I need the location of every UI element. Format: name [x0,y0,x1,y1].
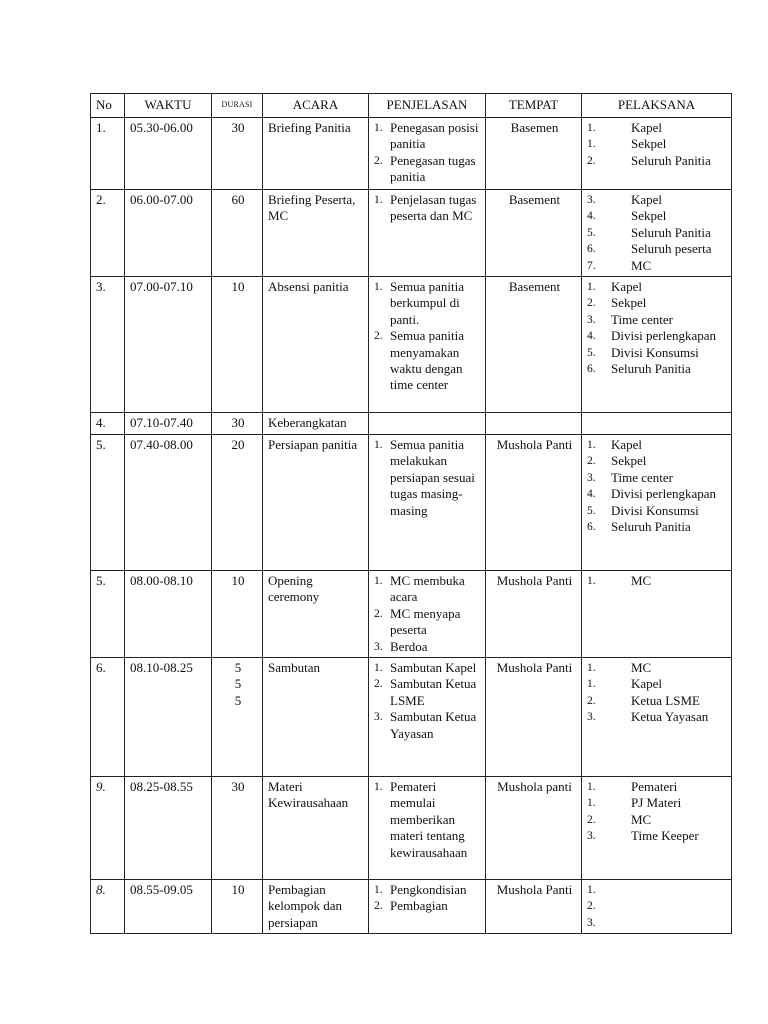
duration-value: 10 [231,882,245,898]
list-item [374,639,482,655]
description-list [374,660,482,742]
list-item-number: 1. [374,194,383,206]
list-item-text: Pengkondisian [390,882,467,898]
list-item-text: Seluruh Panitia [631,224,711,240]
list-item-number: 1. [374,281,383,294]
table-row [91,190,732,277]
description-list [374,120,482,186]
list-item [587,136,728,152]
list-item-text: PJ Materi [631,795,682,811]
list-item-number: 4. [587,488,596,501]
executor-list [587,192,728,274]
list-item [374,709,482,742]
list-item-number: 3. [587,830,596,843]
table-row [91,777,732,880]
list-item-number: 1. [587,781,596,794]
list-item-text: Sambutan Kapel [390,660,477,676]
row-time: 05.30-06.00 [125,118,212,190]
list-item [374,573,482,606]
list-item [587,709,728,725]
list-item-text: Semua panitia menyamakan waktu dengan time center [390,328,465,393]
row-executor [582,435,732,571]
list-item-text: Kapel [611,437,643,453]
row-location: Mushola Panti [486,658,582,777]
row-description [369,118,486,190]
list-item [587,258,728,274]
list-item-number: 2. [587,694,596,707]
list-item [374,898,482,914]
row-time: 08.25-08.55 [125,777,212,880]
list-item [587,437,728,453]
list-item-text: Sambutan Ketua Yayasan [390,709,477,741]
list-item [587,828,728,844]
list-item-number: 1. [587,678,596,691]
row-executor [582,777,732,880]
list-item [374,437,482,519]
row-time: 07.10-07.40 [125,413,212,435]
list-item-text: Divisi perlengkapan [611,328,717,344]
list-item [374,120,482,153]
list-item-number: 1. [374,439,383,452]
row-time: 07.00-07.10 [125,277,212,413]
row-event: Materi Kewirausahaan [263,777,369,880]
row-description [369,435,486,571]
list-item-text: MC [631,573,652,589]
description-list [374,279,482,394]
list-item-number: 1. [587,281,596,294]
row-executor [582,880,732,934]
table-row [91,413,732,435]
list-item [587,279,728,295]
list-item [374,153,482,186]
list-item [374,328,482,394]
list-item-text: Divisi Konsumsi [611,502,699,518]
row-duration [212,777,263,880]
list-item-number: 1. [374,884,383,897]
list-item-text: Pemateri [631,779,678,795]
list-item-number: 5. [587,346,596,359]
list-item-number: 1. [587,662,596,675]
list-item-number: 6. [587,521,596,534]
header-no: No [91,94,125,118]
list-item-text: Penegasan posisi panitia [390,120,479,152]
list-item [587,192,728,208]
duration-value: 60 [231,192,245,207]
list-item-text [609,882,728,898]
list-item-text: Kapel [631,120,663,135]
list-item [587,779,728,795]
list-item-text: Seluruh Panitia [631,152,711,168]
table-row [91,658,732,777]
row-number: 5. [91,435,125,571]
list-item [587,519,728,535]
list-item-text: Kapel [631,192,663,207]
list-item-number: 2. [587,154,596,167]
row-number: 4. [91,413,125,435]
row-location [486,413,582,435]
row-location: Mushola Panti [486,571,582,658]
description-list [374,882,482,915]
row-location: Mushola Panti [486,435,582,571]
list-item-number: 2. [587,813,596,826]
list-item-text: Seluruh peserta [631,241,712,257]
list-item [587,812,728,828]
list-item [587,882,728,898]
duration-value: 10 [231,279,245,295]
list-item-number: 1. [374,662,383,675]
list-item [587,676,728,692]
list-item-number: 1. [587,884,596,897]
row-number: 8. [91,880,125,934]
duration-value: 30 [231,415,245,431]
list-item-text: MC membuka acara [390,573,465,605]
header-pelaksana: PELAKSANA [582,94,732,118]
list-item-number: 2. [374,330,383,343]
list-item-number: 1. [587,138,596,151]
row-description [369,413,486,435]
list-item [587,295,728,311]
list-item-text: Divisi Konsumsi [611,344,699,360]
list-item-number: 4. [587,330,596,343]
list-item [587,503,728,519]
row-executor [582,413,732,435]
list-item [587,241,728,257]
table-row [91,277,732,413]
executor-list [587,573,728,589]
executor-list [587,437,728,535]
list-item-text: Ketua Yayasan [631,709,709,725]
description-list [374,573,482,655]
row-description [369,277,486,413]
table-row [91,880,732,934]
row-description [369,777,486,880]
row-location: Mushola panti [486,777,582,880]
duration-value: 10 [231,573,245,589]
row-duration [212,435,263,571]
list-item-number: 3. [587,194,596,206]
row-time: 08.10-08.25 [125,658,212,777]
list-item [374,779,482,861]
list-item [587,693,728,709]
row-executor [582,190,732,277]
list-item-number: 1. [587,797,596,810]
list-item-text: Berdoa [390,638,428,654]
row-time: 07.40-08.00 [125,435,212,571]
executor-list [587,882,728,931]
list-item-text: Sekpel [611,453,647,469]
row-duration [212,880,263,934]
row-time: 08.00-08.10 [125,571,212,658]
duration-value: 5 [234,676,242,692]
table-row [91,571,732,658]
list-item [374,660,482,676]
list-item-text: MC menyapa peserta [390,605,461,638]
list-item-number: 3. [374,640,383,653]
list-item-number: 6. [587,243,596,256]
list-item-text: Divisi perlengkapan [611,486,717,502]
list-item-text: Sambutan Ketua LSME [390,676,477,708]
row-number: 6. [91,658,125,777]
list-item-number: 1. [374,122,383,134]
list-item-number: 7. [587,259,596,272]
row-number: 2. [91,190,125,277]
row-location: Basemen [486,118,582,190]
list-item [374,192,482,225]
list-item-number: 1. [587,122,596,134]
row-executor [582,658,732,777]
description-list [374,437,482,519]
duration-value: 20 [231,437,245,453]
list-item [587,153,728,169]
row-duration [212,571,263,658]
executor-list [587,279,728,377]
row-duration [212,277,263,413]
list-item-text: Seluruh Panitia [611,519,691,535]
list-item-text: Ketua LSME [631,692,700,708]
header-tempat: TEMPAT [486,94,582,118]
list-item-number: 5. [587,504,596,517]
duration-value: 5 [234,692,242,708]
list-item-text: Semua panitia berkumpul di panti. [390,279,465,327]
row-event: Persiapan panitia [263,435,369,571]
description-list [374,192,482,225]
list-item [587,453,728,469]
row-event: Sambutan [263,658,369,777]
description-list [374,779,482,861]
list-item [587,208,728,224]
list-item [587,120,728,136]
list-item-text: Time center [611,469,673,485]
row-number: 9. [91,777,125,880]
list-item-text: Kapel [611,279,643,295]
row-duration [212,190,263,277]
list-item [587,345,728,361]
list-item-text: Penjelasan tugas peserta dan MC [390,192,477,224]
list-item-text: Time center [611,311,673,327]
row-number: 3. [91,277,125,413]
duration-value: 5 [234,660,242,676]
list-item [587,573,728,589]
header-acara: ACARA [263,94,369,118]
row-time: 08.55-09.05 [125,880,212,934]
header-waktu: WAKTU [125,94,212,118]
list-item [374,676,482,709]
table-row [91,118,732,190]
list-item-number: 1. [374,575,383,588]
row-executor [582,571,732,658]
list-item [587,470,728,486]
executor-list [587,120,728,169]
row-number: 1. [91,118,125,190]
list-item [587,660,728,676]
row-event: Briefing Panitia [263,118,369,190]
list-item [374,882,482,898]
list-item-text: MC [631,811,652,827]
row-description [369,571,486,658]
executor-list [587,660,728,726]
list-item-number: 2. [587,455,596,468]
duration-value: 30 [231,779,245,795]
list-item [587,898,728,914]
row-duration [212,658,263,777]
list-item [587,486,728,502]
list-item-text: Time Keeper [631,828,699,844]
list-item [374,606,482,639]
list-item-text: Sekpel [611,295,647,311]
list-item-number: 6. [587,363,596,376]
list-item [374,279,482,328]
list-item-text: Penegasan tugas panitia [390,152,476,185]
executor-list [587,779,728,845]
header-penjelasan: PENJELASAN [369,94,486,118]
table-row [91,435,732,571]
list-item-number: 2. [587,297,596,310]
list-item-number: 3. [587,313,596,326]
list-item-text [609,898,728,914]
list-item-number: 2. [374,678,383,691]
header-durasi: DURASI [212,94,263,118]
row-duration [212,413,263,435]
schedule-table [90,93,732,934]
list-item-number: 1. [374,781,383,794]
list-item-number: 2. [374,900,383,913]
list-item-number: 2. [374,154,383,167]
row-executor [582,277,732,413]
row-number: 5. [91,571,125,658]
list-item [587,915,728,931]
list-item-number: 1. [587,575,596,588]
duration-value: 30 [231,120,245,135]
list-item [587,312,728,328]
row-event: Keberangkatan [263,413,369,435]
header-row [91,94,732,118]
row-event: Pembagian kelompok dan persiapan [263,880,369,934]
row-event: Briefing Peserta, MC [263,190,369,277]
list-item-number: 3. [374,711,383,724]
row-description [369,190,486,277]
list-item-number: 1. [587,439,596,452]
list-item-text: Semua panitia melakukan persiapan sesuai tugas masing-masing [390,437,475,518]
list-item-text: MC [631,257,652,273]
schedule-body [91,118,732,934]
list-item-text: Sekpel [631,136,667,152]
row-location: Basement [486,190,582,277]
list-item-text: Seluruh Panitia [611,361,691,377]
list-item [587,795,728,811]
list-item-text: MC [631,660,652,676]
list-item [587,361,728,377]
list-item-number: 3. [587,471,596,484]
row-description [369,658,486,777]
row-event: Absensi panitia [263,277,369,413]
row-time: 06.00-07.00 [125,190,212,277]
row-event: Opening ceremony [263,571,369,658]
row-description [369,880,486,934]
list-item-number: 4. [587,210,596,223]
list-item-number: 2. [587,900,596,913]
list-item-text [609,915,728,931]
list-item-text: Pemateri memulai memberikan materi tentang kewirausahaan [390,779,468,860]
row-duration [212,118,263,190]
row-location: Mushola Panti [486,880,582,934]
list-item-number: 2. [374,607,383,620]
list-item-number: 3. [587,916,596,929]
list-item-text: Sekpel [631,208,667,224]
list-item-text: Kapel [631,676,663,692]
list-item-text: Pembagian [390,898,448,914]
row-location: Basement [486,277,582,413]
row-executor [582,118,732,190]
list-item-number: 5. [587,226,596,239]
list-item [587,328,728,344]
list-item-number: 3. [587,711,596,724]
list-item [587,225,728,241]
